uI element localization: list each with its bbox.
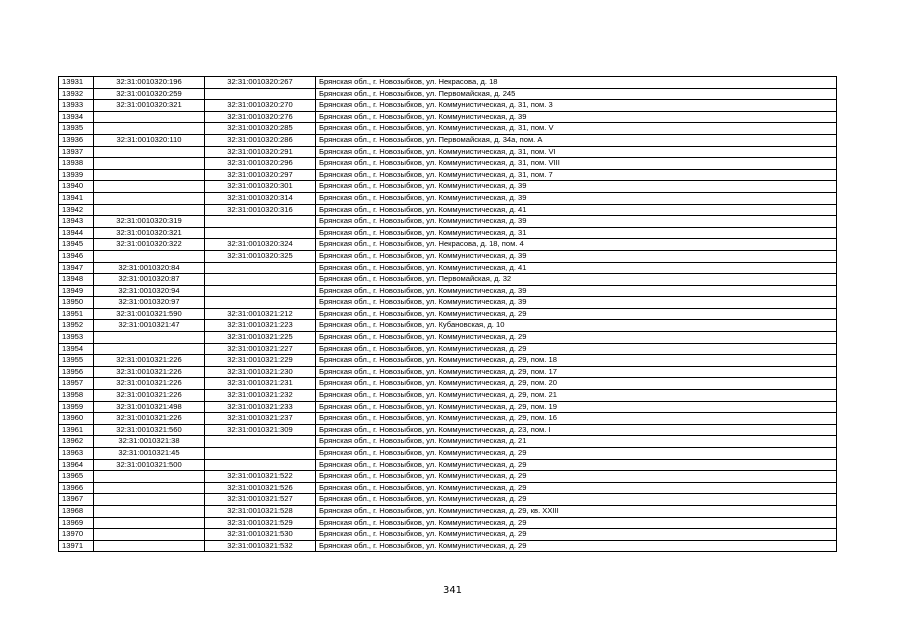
land-cadastral-number-cell: 32:31:0010321:590 xyxy=(94,308,205,320)
table-row xyxy=(59,320,837,332)
land-cadastral-number-cell: 32:31:0010320:321 xyxy=(94,100,205,112)
row-number-cell: 13959 xyxy=(59,401,94,413)
table-row xyxy=(59,88,837,100)
row-number-cell: 13961 xyxy=(59,424,94,436)
building-cadastral-number-cell xyxy=(205,88,316,100)
building-cadastral-number-cell xyxy=(205,297,316,309)
row-number-cell: 13967 xyxy=(59,494,94,506)
table-row xyxy=(59,204,837,216)
table-row xyxy=(59,111,837,123)
row-number-cell: 13931 xyxy=(59,77,94,89)
row-number-cell: 13935 xyxy=(59,123,94,135)
address-cell: Брянская обл., г. Новозыбков, ул. Коммунистическая, д. 29 xyxy=(316,332,837,344)
building-cadastral-number-cell: 32:31:0010321:232 xyxy=(205,390,316,402)
table-row xyxy=(59,332,837,344)
address-cell: Брянская обл., г. Новозыбков, ул. Коммунистическая, д. 39 xyxy=(316,111,837,123)
row-number-cell: 13954 xyxy=(59,343,94,355)
building-cadastral-number-cell: 32:31:0010320:296 xyxy=(205,158,316,170)
row-number-cell: 13947 xyxy=(59,262,94,274)
land-cadastral-number-cell: 32:31:0010320:87 xyxy=(94,274,205,286)
address-cell: Брянская обл., г. Новозыбков, ул. Коммунистическая, д. 23, пом. I xyxy=(316,424,837,436)
address-cell: Брянская обл., г. Новозыбков, ул. Коммунистическая, д. 41 xyxy=(316,204,837,216)
page-number: 341 xyxy=(442,585,463,596)
land-cadastral-number-cell xyxy=(94,494,205,506)
address-cell: Брянская обл., г. Новозыбков, ул. Коммунистическая, д. 39 xyxy=(316,192,837,204)
row-number-cell: 13945 xyxy=(59,239,94,251)
building-cadastral-number-cell xyxy=(205,285,316,297)
land-cadastral-number-cell: 32:31:0010321:38 xyxy=(94,436,205,448)
table-row xyxy=(59,355,837,367)
table-row xyxy=(59,297,837,309)
address-cell: Брянская обл., г. Новозыбков, ул. Коммунистическая, д. 31, пом. 7 xyxy=(316,169,837,181)
row-number-cell: 13962 xyxy=(59,436,94,448)
address-cell: Брянская обл., г. Новозыбков, ул. Коммунистическая, д. 29, пом. 16 xyxy=(316,413,837,425)
building-cadastral-number-cell xyxy=(205,227,316,239)
table-row xyxy=(59,192,837,204)
address-cell: Брянская обл., г. Новозыбков, ул. Коммунистическая, д. 31, пом. 3 xyxy=(316,100,837,112)
land-cadastral-number-cell xyxy=(94,204,205,216)
row-number-cell: 13939 xyxy=(59,169,94,181)
address-cell: Брянская обл., г. Новозыбков, ул. Некрасова, д. 18 xyxy=(316,77,837,89)
table-row xyxy=(59,239,837,251)
address-cell: Брянская обл., г. Новозыбков, ул. Коммунистическая, д. 29 xyxy=(316,459,837,471)
land-cadastral-number-cell: 32:31:0010320:94 xyxy=(94,285,205,297)
table-row xyxy=(59,181,837,193)
address-cell: Брянская обл., г. Новозыбков, ул. Кубановская, д. 10 xyxy=(316,320,837,332)
building-cadastral-number-cell: 32:31:0010321:230 xyxy=(205,366,316,378)
table-row xyxy=(59,308,837,320)
address-cell: Брянская обл., г. Новозыбков, ул. Коммунистическая, д. 29 xyxy=(316,471,837,483)
row-number-cell: 13952 xyxy=(59,320,94,332)
land-cadastral-number-cell xyxy=(94,482,205,494)
land-cadastral-number-cell: 32:31:0010320:322 xyxy=(94,239,205,251)
table-row xyxy=(59,134,837,146)
land-cadastral-number-cell xyxy=(94,529,205,541)
building-cadastral-number-cell: 32:31:0010321:530 xyxy=(205,529,316,541)
row-number-cell: 13960 xyxy=(59,413,94,425)
table-row xyxy=(59,262,837,274)
table-row xyxy=(59,146,837,158)
building-cadastral-number-cell xyxy=(205,459,316,471)
row-number-cell: 13969 xyxy=(59,517,94,529)
table-row xyxy=(59,390,837,402)
row-number-cell: 13966 xyxy=(59,482,94,494)
building-cadastral-number-cell: 32:31:0010321:225 xyxy=(205,332,316,344)
row-number-cell: 13957 xyxy=(59,378,94,390)
land-cadastral-number-cell: 32:31:0010320:196 xyxy=(94,77,205,89)
address-cell: Брянская обл., г. Новозыбков, ул. Коммунистическая, д. 29 xyxy=(316,494,837,506)
building-cadastral-number-cell xyxy=(205,448,316,460)
address-cell: Брянская обл., г. Новозыбков, ул. Коммунистическая, д. 29 xyxy=(316,308,837,320)
table-row xyxy=(59,517,837,529)
row-number-cell: 13970 xyxy=(59,529,94,541)
row-number-cell: 13942 xyxy=(59,204,94,216)
land-cadastral-number-cell xyxy=(94,192,205,204)
row-number-cell: 13971 xyxy=(59,540,94,552)
row-number-cell: 13946 xyxy=(59,250,94,262)
address-cell: Брянская обл., г. Новозыбков, ул. Коммунистическая, д. 29 xyxy=(316,448,837,460)
row-number-cell: 13951 xyxy=(59,308,94,320)
table-row xyxy=(59,413,837,425)
land-cadastral-number-cell: 32:31:0010321:498 xyxy=(94,401,205,413)
land-cadastral-number-cell: 32:31:0010321:226 xyxy=(94,366,205,378)
address-cell: Брянская обл., г. Новозыбков, ул. Коммунистическая, д. 21 xyxy=(316,436,837,448)
table-row xyxy=(59,436,837,448)
row-number-cell: 13948 xyxy=(59,274,94,286)
address-cell: Брянская обл., г. Новозыбков, ул. Коммунистическая, д. 29, пом. 19 xyxy=(316,401,837,413)
table-row xyxy=(59,459,837,471)
land-cadastral-number-cell: 32:31:0010321:226 xyxy=(94,390,205,402)
table-row xyxy=(59,448,837,460)
building-cadastral-number-cell: 32:31:0010321:212 xyxy=(205,308,316,320)
land-cadastral-number-cell: 32:31:0010321:560 xyxy=(94,424,205,436)
row-number-cell: 13932 xyxy=(59,88,94,100)
table-row xyxy=(59,366,837,378)
row-number-cell: 13956 xyxy=(59,366,94,378)
table-row xyxy=(59,529,837,541)
land-cadastral-number-cell xyxy=(94,158,205,170)
address-cell: Брянская обл., г. Новозыбков, ул. Коммунистическая, д. 39 xyxy=(316,250,837,262)
row-number-cell: 13953 xyxy=(59,332,94,344)
address-cell: Брянская обл., г. Новозыбков, ул. Некрасова, д. 18, пом. 4 xyxy=(316,239,837,251)
building-cadastral-number-cell: 32:31:0010321:528 xyxy=(205,505,316,517)
land-cadastral-number-cell xyxy=(94,471,205,483)
address-cell: Брянская обл., г. Новозыбков, ул. Коммунистическая, д. 29, пом. 18 xyxy=(316,355,837,367)
building-cadastral-number-cell xyxy=(205,216,316,228)
land-cadastral-number-cell xyxy=(94,146,205,158)
building-cadastral-number-cell: 32:31:0010320:314 xyxy=(205,192,316,204)
row-number-cell: 13933 xyxy=(59,100,94,112)
address-cell: Брянская обл., г. Новозыбков, ул. Коммунистическая, д. 31, пом. VI xyxy=(316,146,837,158)
land-cadastral-number-cell: 32:31:0010321:226 xyxy=(94,413,205,425)
address-cell: Брянская обл., г. Новозыбков, ул. Коммунистическая, д. 29 xyxy=(316,482,837,494)
land-cadastral-number-cell xyxy=(94,250,205,262)
address-cell: Брянская обл., г. Новозыбков, ул. Коммунистическая, д. 29, пом. 21 xyxy=(316,390,837,402)
table-row xyxy=(59,158,837,170)
row-number-cell: 13950 xyxy=(59,297,94,309)
building-cadastral-number-cell: 32:31:0010321:227 xyxy=(205,343,316,355)
table-row xyxy=(59,77,837,89)
building-cadastral-number-cell: 32:31:0010321:529 xyxy=(205,517,316,529)
table-row xyxy=(59,401,837,413)
building-cadastral-number-cell: 32:31:0010320:267 xyxy=(205,77,316,89)
building-cadastral-number-cell: 32:31:0010320:270 xyxy=(205,100,316,112)
building-cadastral-number-cell: 32:31:0010320:301 xyxy=(205,181,316,193)
address-cell: Брянская обл., г. Новозыбков, ул. Коммунистическая, д. 39 xyxy=(316,181,837,193)
address-cell: Брянская обл., г. Новозыбков, ул. Коммунистическая, д. 29, пом. 20 xyxy=(316,378,837,390)
building-cadastral-number-cell: 32:31:0010321:527 xyxy=(205,494,316,506)
table-row xyxy=(59,505,837,517)
land-cadastral-number-cell: 32:31:0010321:47 xyxy=(94,320,205,332)
land-cadastral-number-cell xyxy=(94,517,205,529)
address-cell: Брянская обл., г. Новозыбков, ул. Коммунистическая, д. 29, кв. XXIII xyxy=(316,505,837,517)
address-cell: Брянская обл., г. Новозыбков, ул. Коммунистическая, д. 29 xyxy=(316,343,837,355)
table-row xyxy=(59,227,837,239)
table-row xyxy=(59,169,837,181)
row-number-cell: 13934 xyxy=(59,111,94,123)
building-cadastral-number-cell: 32:31:0010321:231 xyxy=(205,378,316,390)
building-cadastral-number-cell: 32:31:0010321:532 xyxy=(205,540,316,552)
address-cell: Брянская обл., г. Новозыбков, ул. Коммунистическая, д. 29, пом. 17 xyxy=(316,366,837,378)
table-row xyxy=(59,216,837,228)
land-cadastral-number-cell xyxy=(94,332,205,344)
address-cell: Брянская обл., г. Новозыбков, ул. Коммунистическая, д. 41 xyxy=(316,262,837,274)
building-cadastral-number-cell: 32:31:0010320:291 xyxy=(205,146,316,158)
address-cell: Брянская обл., г. Новозыбков, ул. Коммунистическая, д. 39 xyxy=(316,285,837,297)
table-row xyxy=(59,343,837,355)
table-row xyxy=(59,540,837,552)
building-cadastral-number-cell: 32:31:0010321:309 xyxy=(205,424,316,436)
land-cadastral-number-cell xyxy=(94,181,205,193)
building-cadastral-number-cell: 32:31:0010321:223 xyxy=(205,320,316,332)
address-cell: Брянская обл., г. Новозыбков, ул. Коммунистическая, д. 29 xyxy=(316,540,837,552)
building-cadastral-number-cell: 32:31:0010320:325 xyxy=(205,250,316,262)
row-number-cell: 13943 xyxy=(59,216,94,228)
address-cell: Брянская обл., г. Новозыбков, ул. Коммунистическая, д. 31, пом. VIII xyxy=(316,158,837,170)
address-cell: Брянская обл., г. Новозыбков, ул. Первомайская, д. 34а, пом. А xyxy=(316,134,837,146)
cadastral-table xyxy=(58,76,837,552)
land-cadastral-number-cell xyxy=(94,169,205,181)
row-number-cell: 13963 xyxy=(59,448,94,460)
row-number-cell: 13964 xyxy=(59,459,94,471)
address-cell: Брянская обл., г. Новозыбков, ул. Коммунистическая, д. 39 xyxy=(316,297,837,309)
building-cadastral-number-cell: 32:31:0010320:324 xyxy=(205,239,316,251)
row-number-cell: 13940 xyxy=(59,181,94,193)
land-cadastral-number-cell xyxy=(94,123,205,135)
building-cadastral-number-cell: 32:31:0010320:297 xyxy=(205,169,316,181)
address-cell: Брянская обл., г. Новозыбков, ул. Коммунистическая, д. 29 xyxy=(316,517,837,529)
land-cadastral-number-cell: 32:31:0010320:110 xyxy=(94,134,205,146)
row-number-cell: 13936 xyxy=(59,134,94,146)
land-cadastral-number-cell: 32:31:0010320:319 xyxy=(94,216,205,228)
land-cadastral-number-cell: 32:31:0010320:84 xyxy=(94,262,205,274)
building-cadastral-number-cell xyxy=(205,262,316,274)
address-cell: Брянская обл., г. Новозыбков, ул. Коммунистическая, д. 29 xyxy=(316,529,837,541)
building-cadastral-number-cell xyxy=(205,274,316,286)
row-number-cell: 13958 xyxy=(59,390,94,402)
address-cell: Брянская обл., г. Новозыбков, ул. Коммунистическая, д. 39 xyxy=(316,216,837,228)
building-cadastral-number-cell: 32:31:0010320:286 xyxy=(205,134,316,146)
land-cadastral-number-cell: 32:31:0010320:97 xyxy=(94,297,205,309)
land-cadastral-number-cell xyxy=(94,540,205,552)
address-cell: Брянская обл., г. Новозыбков, ул. Первомайская, д. 245 xyxy=(316,88,837,100)
table-row xyxy=(59,100,837,112)
table-body xyxy=(59,77,837,552)
table-row xyxy=(59,378,837,390)
land-cadastral-number-cell: 32:31:0010321:500 xyxy=(94,459,205,471)
land-cadastral-number-cell: 32:31:0010320:259 xyxy=(94,88,205,100)
table-row xyxy=(59,424,837,436)
table-row xyxy=(59,482,837,494)
land-cadastral-number-cell: 32:31:0010321:45 xyxy=(94,448,205,460)
building-cadastral-number-cell: 32:31:0010321:229 xyxy=(205,355,316,367)
address-cell: Брянская обл., г. Новозыбков, ул. Первомайская, д. 32 xyxy=(316,274,837,286)
building-cadastral-number-cell: 32:31:0010320:276 xyxy=(205,111,316,123)
building-cadastral-number-cell: 32:31:0010321:522 xyxy=(205,471,316,483)
land-cadastral-number-cell: 32:31:0010321:226 xyxy=(94,355,205,367)
building-cadastral-number-cell: 32:31:0010320:316 xyxy=(205,204,316,216)
row-number-cell: 13968 xyxy=(59,505,94,517)
table-row xyxy=(59,285,837,297)
table-row xyxy=(59,274,837,286)
address-cell: Брянская обл., г. Новозыбков, ул. Коммунистическая, д. 31 xyxy=(316,227,837,239)
building-cadastral-number-cell: 32:31:0010320:285 xyxy=(205,123,316,135)
land-cadastral-number-cell xyxy=(94,343,205,355)
land-cadastral-number-cell: 32:31:0010321:226 xyxy=(94,378,205,390)
row-number-cell: 13937 xyxy=(59,146,94,158)
building-cadastral-number-cell: 32:31:0010321:233 xyxy=(205,401,316,413)
table-row xyxy=(59,494,837,506)
row-number-cell: 13941 xyxy=(59,192,94,204)
row-number-cell: 13938 xyxy=(59,158,94,170)
table-row xyxy=(59,123,837,135)
address-cell: Брянская обл., г. Новозыбков, ул. Коммунистическая, д. 31, пом. V xyxy=(316,123,837,135)
building-cadastral-number-cell: 32:31:0010321:526 xyxy=(205,482,316,494)
building-cadastral-number-cell xyxy=(205,436,316,448)
table-row xyxy=(59,250,837,262)
building-cadastral-number-cell: 32:31:0010321:237 xyxy=(205,413,316,425)
row-number-cell: 13955 xyxy=(59,355,94,367)
row-number-cell: 13944 xyxy=(59,227,94,239)
row-number-cell: 13965 xyxy=(59,471,94,483)
row-number-cell: 13949 xyxy=(59,285,94,297)
land-cadastral-number-cell: 32:31:0010320:321 xyxy=(94,227,205,239)
land-cadastral-number-cell xyxy=(94,505,205,517)
land-cadastral-number-cell xyxy=(94,111,205,123)
table-row xyxy=(59,471,837,483)
